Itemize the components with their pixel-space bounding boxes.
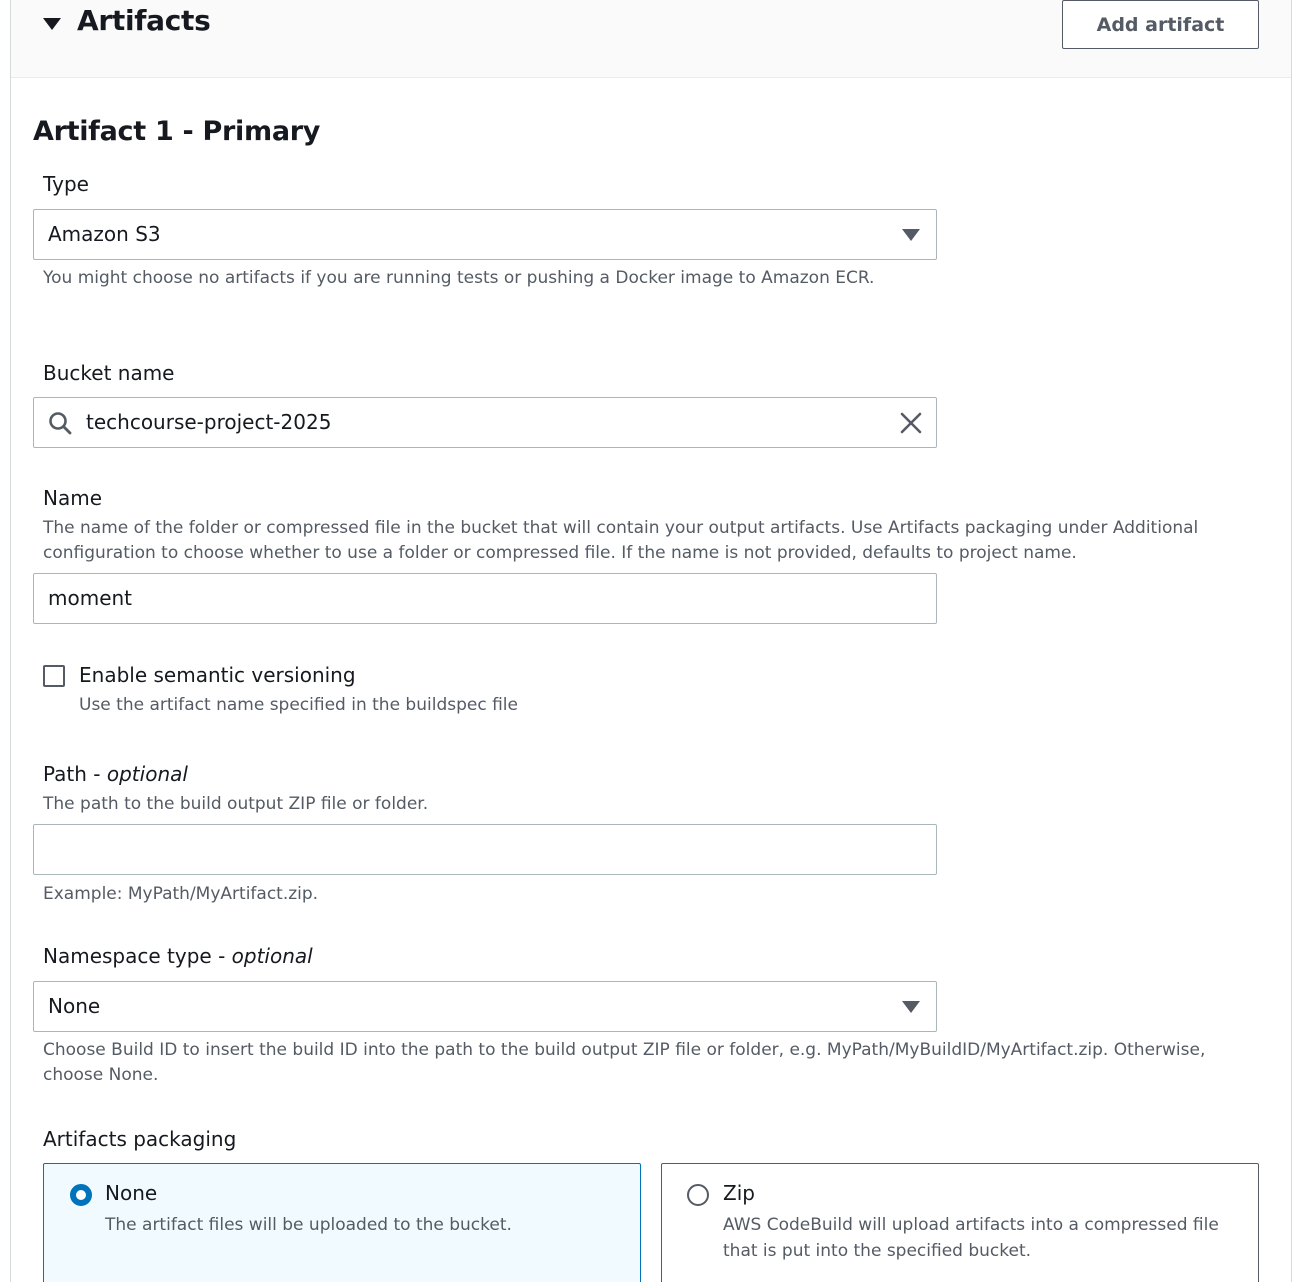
type-select[interactable] [33, 209, 937, 260]
bucket-name-input[interactable] [33, 397, 937, 448]
packaging-none-description: The artifact files will be uploaded to the bucket. [105, 1215, 512, 1235]
artifacts-panel [10, 0, 1292, 1282]
bucket-name-label: Bucket name [43, 361, 175, 385]
artifacts-packaging-label: Artifacts packaging [43, 1127, 237, 1151]
bucket-name-value: techcourse-project-2025 [86, 410, 332, 434]
radio-selected-icon[interactable] [70, 1184, 92, 1206]
packaging-option-zip[interactable] [661, 1163, 1259, 1282]
path-label [43, 762, 188, 786]
packaging-none-label: None [105, 1181, 158, 1205]
path-optional: optional [106, 762, 188, 786]
search-icon [48, 411, 74, 437]
semantic-versioning-description: Use the artifact name specified in the buildspec file [79, 695, 518, 715]
name-description: The name of the folder or compressed file in the bucket that will contain your output artifacts. Use Artifacts packaging under Additional configuration to choose whether to use a folder or compressed file. If the name is not provided, defaults to project name. [43, 518, 1199, 563]
packaging-zip-description: AWS CodeBuild will upload artifacts into a compressed file that is put into the specified bucket. [723, 1215, 1219, 1261]
name-label: Name [43, 486, 103, 510]
name-input-value: moment [48, 586, 133, 610]
semantic-versioning-checkbox[interactable] [43, 665, 65, 687]
path-input[interactable] [33, 824, 937, 875]
path-label-text: Path - [43, 762, 107, 786]
caret-down-icon[interactable] [43, 18, 61, 30]
type-help-text: You might choose no artifacts if you are running tests or pushing a Docker image to Amazon ECR. [43, 268, 875, 288]
packaging-zip-label: Zip [723, 1181, 755, 1205]
namespace-optional: optional [231, 944, 313, 968]
namespace-type-label [43, 944, 313, 968]
namespace-type-value: None [48, 994, 101, 1018]
dropdown-arrow-icon [902, 229, 920, 241]
semantic-versioning-label[interactable]: Enable semantic versioning [79, 663, 356, 687]
artifact-primary-title: Artifact 1 - Primary [33, 116, 321, 147]
namespace-label-text: Namespace type - [43, 944, 232, 968]
artifacts-title: Artifacts [77, 4, 211, 37]
path-example: Example: MyPath/MyArtifact.zip. [43, 884, 319, 904]
type-select-value: Amazon S3 [48, 222, 161, 246]
path-description: The path to the build output ZIP file or folder. [43, 794, 429, 814]
add-artifact-button[interactable]: Add artifact [1062, 0, 1259, 49]
clear-icon[interactable] [899, 411, 923, 435]
radio-unselected-icon[interactable] [687, 1184, 709, 1206]
namespace-type-select[interactable] [33, 981, 937, 1032]
packaging-option-none[interactable] [43, 1163, 641, 1282]
namespace-help-text: Choose Build ID to insert the build ID into the path to the build output ZIP file or folder, e.g. MyPath/MyBuildID/MyArtifact.zip. Otherwise, choose None. [43, 1040, 1206, 1085]
dropdown-arrow-icon [902, 1001, 920, 1013]
artifacts-header[interactable] [11, 0, 1291, 78]
name-input[interactable] [33, 573, 937, 624]
type-label: Type [43, 172, 89, 196]
